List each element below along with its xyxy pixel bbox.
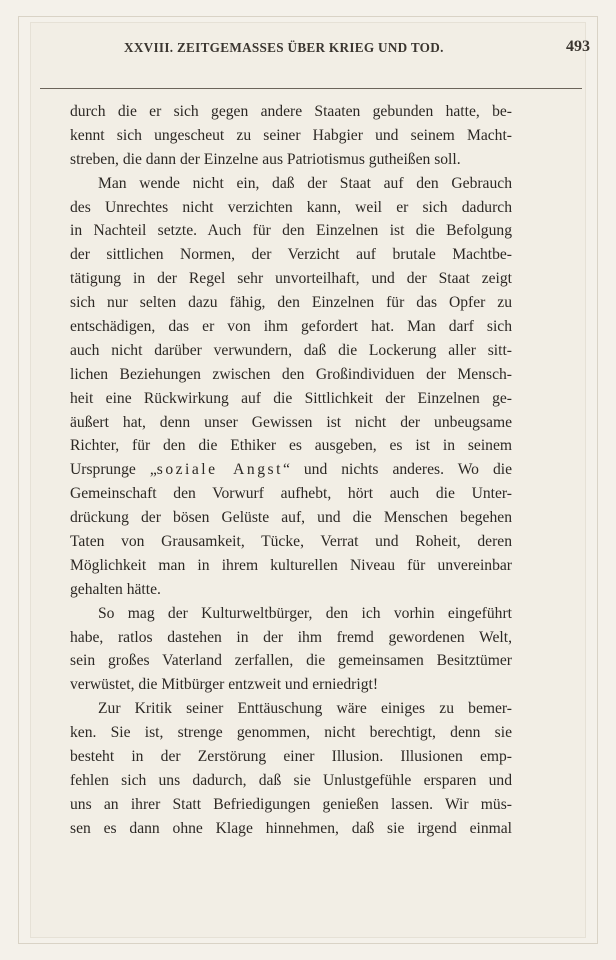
text-line: gehalten hätte. (70, 580, 161, 598)
text-line-emphasis (70, 458, 512, 482)
text-line: sein großes Vaterland zerfallen, die gemeinsamen Besitztümer (70, 652, 512, 670)
body-text (70, 100, 512, 841)
text-line: heit eine Rückwirkung auf die Sittlichkeit der Einzelnen ge- (70, 389, 512, 407)
running-header (36, 40, 590, 62)
text-line: So mag der Kulturweltbürger, den ich vorhin eingeführt (98, 604, 512, 622)
text-line: Taten von Grausamkeit, Tücke, Verrat und Roheit, deren (70, 533, 512, 551)
text-fragment: “ und nichts anderes. Wo die (282, 461, 512, 479)
text-line: ken. Sie ist, strenge genommen, nicht berechtigt, denn sie (70, 724, 512, 742)
text-line: Zur Kritik seiner Enttäuschung wäre einiges zu bemer- (98, 700, 512, 718)
text-line: lichen Beziehungen zwischen den Großindividuen der Mensch- (70, 365, 512, 383)
text-line: des Unrechtes nicht verzichten kann, weil er sich dadurch (70, 198, 512, 216)
text-line: fehlen sich uns dadurch, daß sie Unlustgefühle ersparen und (70, 771, 512, 789)
text-line: äußert hat, denn unser Gewissen ist nicht der unbeugsame (70, 413, 512, 431)
text-line: der sittlichen Normen, der Verzicht auf brutale Machtbe- (70, 246, 512, 264)
text-line: durch die er sich gegen andere Staaten gebunden hatte, be- (70, 103, 512, 120)
text-line: streben, die dann der Einzelne aus Patriotismus gutheißen soll. (70, 150, 461, 168)
text-fragment: Ursprunge „ (70, 461, 157, 479)
text-line: Möglichkeit man in ihrem kulturellen Niveau für unvereinbar (70, 556, 512, 574)
text-line: tätigung in der Regel sehr unvorteilhaft, und der Staat zeigt (70, 270, 512, 288)
text-line: entschädigen, das er von ihm gefordert hat. Man darf sich (70, 318, 512, 336)
text-line: Gemeinschaft den Vorwurf aufhebt, hört auch die Unter- (70, 485, 512, 503)
text-line: auch nicht darüber verwundern, daß die Lockerung aller sitt- (70, 341, 512, 359)
header-rule (40, 88, 582, 89)
text-line: kennt sich ungescheut zu seiner Habgier und seinem Macht- (70, 126, 512, 144)
text-line: verwüstet, die Mitbürger entzweit und erniedrigt! (70, 676, 379, 694)
page-number: 493 (566, 38, 590, 55)
text-line: Man wende nicht ein, daß der Staat auf den Gebrauch (98, 174, 512, 192)
text-line: sich nur selten dazu fähig, den Einzelnen für das Opfer zu (70, 294, 512, 312)
emphasized-term: soziale Angst (156, 461, 283, 479)
text-line: uns an ihrer Statt Befriedigungen genießen lassen. Wir müs- (70, 795, 512, 813)
text-line: in Nachteil setzte. Auch für den Einzelnen ist die Befolgung (70, 222, 512, 240)
text-line: sen es dann ohne Klage hinnehmen, daß sie irgend einmal (70, 819, 512, 837)
text-line: Richter, für den die Ethiker es ausgeben, es ist in seinem (70, 437, 512, 455)
text-line: drückung der bösen Gelüste auf, und die Menschen begehen (70, 509, 512, 527)
running-title: XXVIII. ZEITGEMASSES ÜBER KRIEG UND TOD. (124, 40, 444, 55)
text-line: habe, ratlos dastehen in der ihm fremd gewordenen Welt, (70, 628, 512, 646)
text-line: besteht in der Zerstörung einer Illusion. Illusionen emp- (70, 748, 512, 766)
